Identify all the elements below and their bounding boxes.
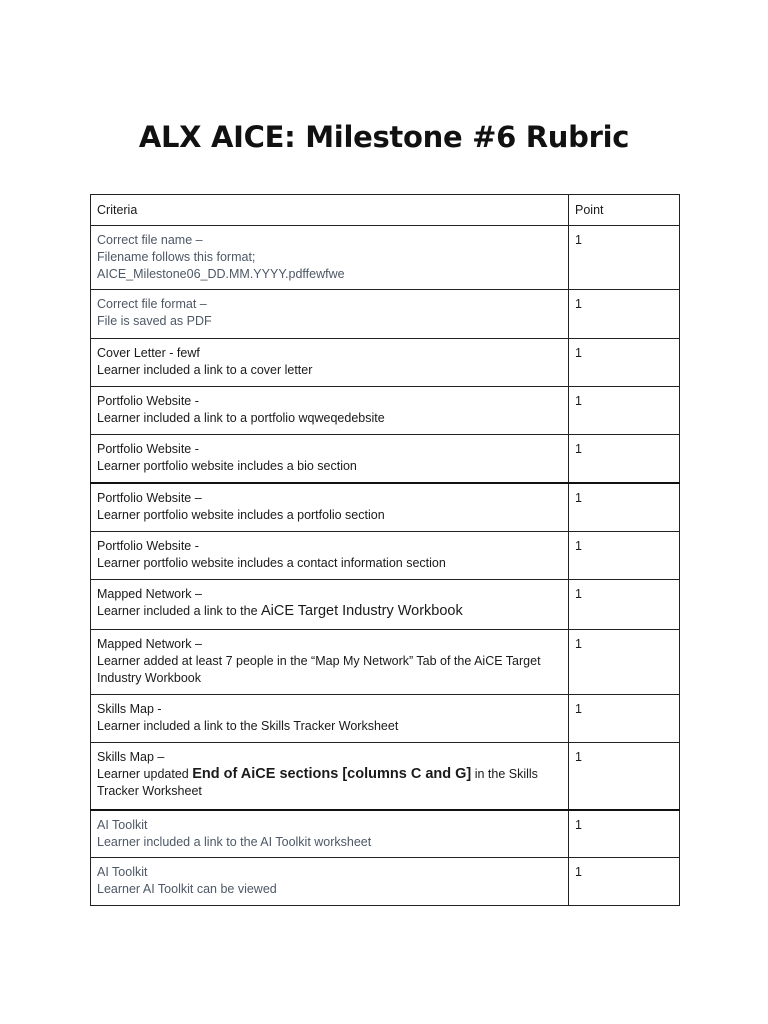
- criteria-cell: [91, 858, 569, 906]
- criteria-desc-format: AICE_Milestone06_DD.MM.YYYY.pdffewfwe: [97, 267, 345, 281]
- criteria-cell: [91, 810, 569, 858]
- point-cell: 1: [569, 858, 680, 906]
- criteria-cell: [91, 695, 569, 743]
- criteria-desc: Learner portfolio website includes a portfolio section: [97, 507, 385, 522]
- table-row: [91, 435, 680, 483]
- table-row: [91, 226, 680, 290]
- criteria-title: Cover Letter - fewf: [97, 346, 200, 360]
- table-row: [91, 532, 680, 580]
- point-cell: 1: [569, 532, 680, 580]
- workbook-name: AiCE Target Industry Workbook: [261, 603, 463, 619]
- table-row: [91, 290, 680, 339]
- table-row: [91, 743, 680, 810]
- point-cell: 1: [569, 435, 680, 483]
- table-row: [91, 858, 680, 906]
- table-header-row: [91, 195, 680, 226]
- point-cell: 1: [569, 339, 680, 387]
- criteria-title: Skills Map -: [97, 702, 162, 716]
- criteria-desc-text: Learner included a link to the: [97, 604, 261, 618]
- table-row: [91, 630, 680, 695]
- page-title: ALX AICE: Milestone #6 Rubric: [138, 120, 630, 154]
- criteria-title: Portfolio Website -: [97, 394, 199, 408]
- point-cell: 1: [569, 483, 680, 532]
- table-row: [91, 387, 680, 435]
- criteria-desc: [97, 766, 562, 800]
- criteria-desc: File is saved as PDF: [97, 314, 212, 328]
- criteria-desc: Filename follows this format;: [97, 250, 256, 264]
- point-cell: 1: [569, 387, 680, 435]
- criteria-cell: [91, 630, 569, 695]
- point-cell: 1: [569, 810, 680, 858]
- point-cell: 1: [569, 630, 680, 695]
- rubric-table: [90, 194, 680, 906]
- criteria-title: Portfolio Website -: [97, 442, 199, 456]
- criteria-desc: Learner included a link to the Skills Tracker Worksheet: [97, 719, 399, 733]
- criteria-desc: Learner included a link to a portfolio wqweqedebsite: [97, 411, 385, 425]
- point-cell: 1: [569, 695, 680, 743]
- header-criteria: Criteria: [91, 195, 569, 226]
- criteria-desc: Learner included a link to the AI Toolkit worksheet: [97, 834, 372, 849]
- point-cell: 1: [569, 290, 680, 339]
- criteria-cell: [91, 580, 569, 630]
- criteria-cell: [91, 743, 569, 810]
- table-row: [91, 339, 680, 387]
- criteria-desc-text-end: in the Skills Tracker Worksheet: [97, 767, 538, 798]
- header-point: Point: [569, 195, 680, 226]
- criteria-title: Correct file name –: [97, 233, 203, 247]
- criteria-title: AI Toolkit: [97, 817, 148, 832]
- criteria-desc: Learner included a link to a cover letter: [97, 363, 313, 377]
- criteria-cell: [91, 387, 569, 435]
- criteria-title: Portfolio Website –: [97, 490, 202, 505]
- criteria-desc: Learner portfolio website includes a bio section: [97, 459, 357, 473]
- criteria-desc: Learner portfolio website includes a contact information section: [97, 556, 446, 570]
- criteria-title: Mapped Network –: [97, 587, 202, 601]
- point-cell: 1: [569, 226, 680, 290]
- sections-emphasis: End of AiCE sections [columns C and G]: [192, 766, 472, 782]
- table-row: [91, 483, 680, 532]
- criteria-desc: [97, 603, 562, 620]
- criteria-desc: Learner added at least 7 people in the “Map My Network” Tab of the AiCE Target Industry Workbook: [97, 654, 541, 685]
- criteria-title: Correct file format –: [97, 297, 207, 311]
- criteria-cell: [91, 290, 569, 339]
- point-cell: 1: [569, 743, 680, 810]
- criteria-cell: [91, 226, 569, 290]
- criteria-cell: [91, 339, 569, 387]
- table-row: [91, 695, 680, 743]
- criteria-cell: [91, 435, 569, 483]
- criteria-cell: [91, 483, 569, 532]
- table-row: [91, 580, 680, 630]
- criteria-desc-text: Learner updated: [97, 767, 193, 781]
- criteria-desc: Learner AI Toolkit can be viewed: [97, 882, 277, 896]
- point-cell: 1: [569, 580, 680, 630]
- criteria-cell: [91, 532, 569, 580]
- criteria-title: Portfolio Website -: [97, 539, 199, 553]
- criteria-title: Skills Map –: [97, 750, 165, 764]
- criteria-title: Mapped Network –: [97, 637, 202, 651]
- table-row: [91, 810, 680, 858]
- criteria-title: AI Toolkit: [97, 865, 148, 879]
